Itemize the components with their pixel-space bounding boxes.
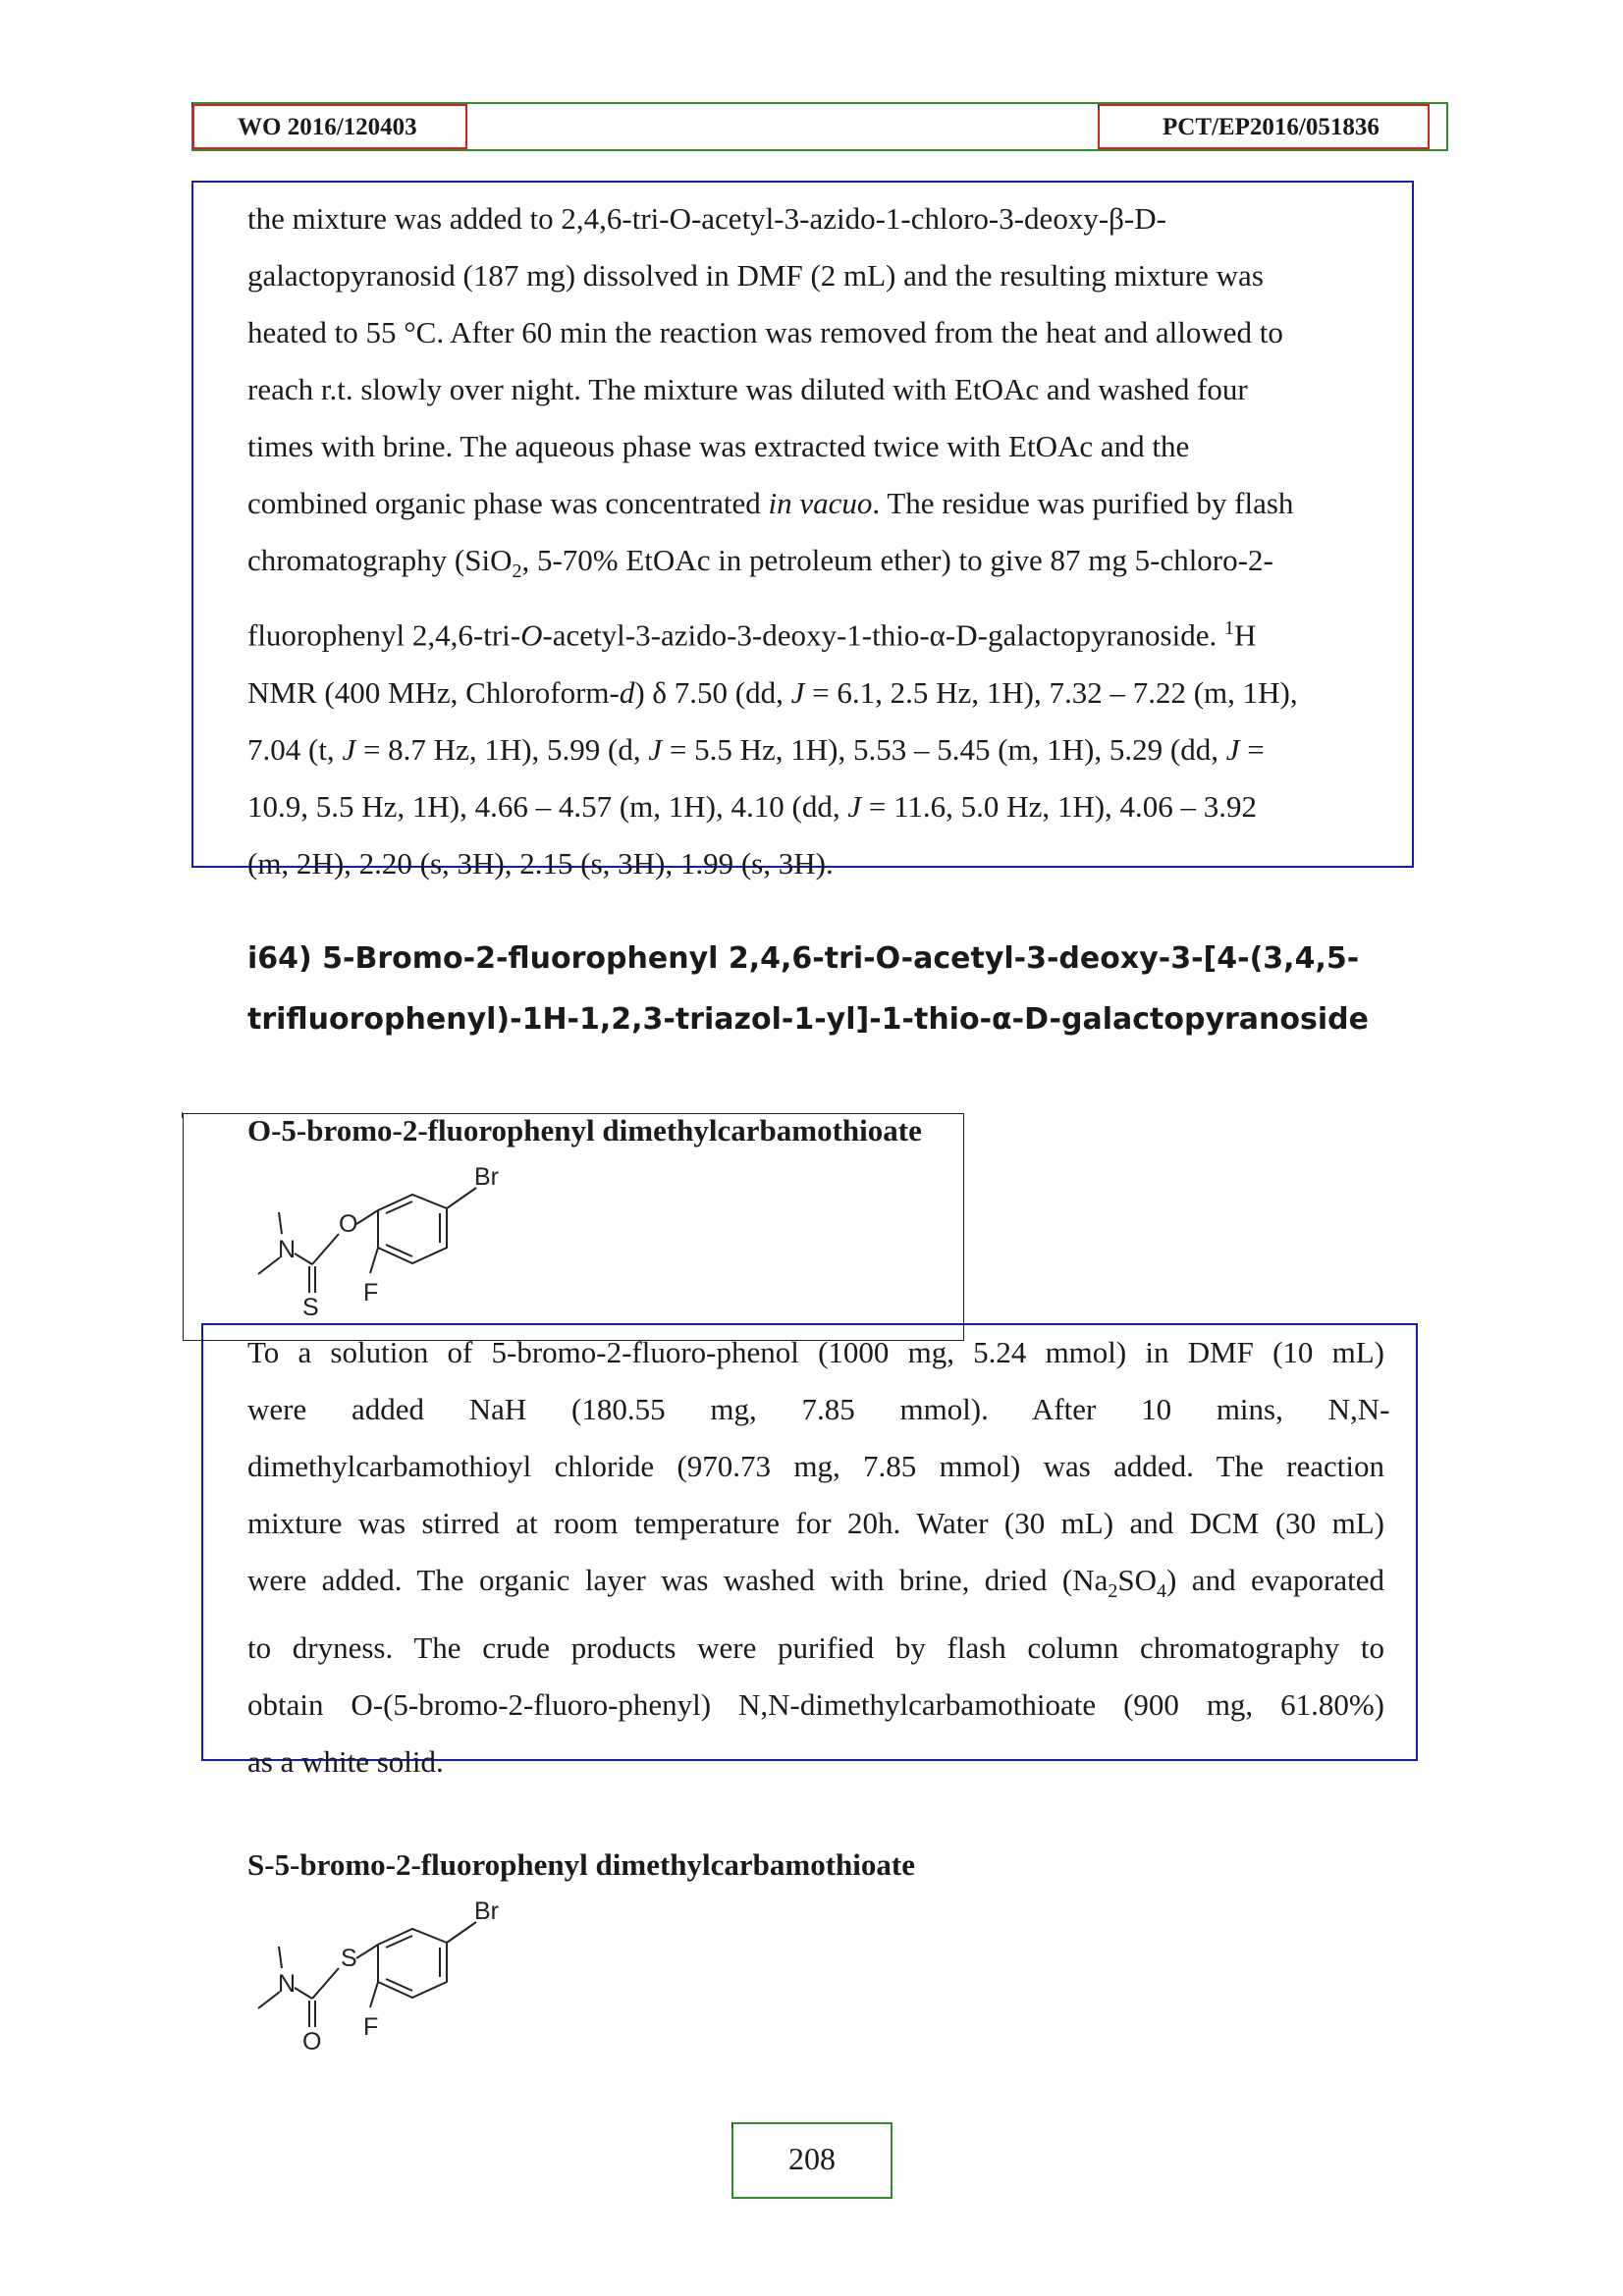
para2-line: were added. The organic layer was washed with brine, dried $(Na_2SO_4)$ and evaporated [247,1563,1384,1603]
section-heading-line: i64) 5-Bromo-2-fluorophenyl 2,4,6-tri-O-acetyl-3-deoxy-3-[4-(3,4,5- [247,941,1360,976]
compound-2-structure [241,1897,525,2055]
para1-line: heated to 55 °C. After 60 min the reaction was removed from the heat and allowed to [247,315,1283,349]
atom-label: S [341,1945,357,1972]
para2-line: were added NaH (180.55 mg, 7.85 mmol). After 10 mins, N,N- [247,1392,1390,1426]
compound-1-title: O-5-bromo-2-fluorophenyl dimethylcarbamothioate [247,1113,922,1148]
compound-1-structure [241,1163,525,1320]
para2-line: To a solution of 5-bromo-2-fluoro-phenol (1000 mg, 5.24 mmol) in DMF (10 mL) [247,1335,1384,1369]
para1-line: galactopyranosid (187 mg) dissolved in DMF (2 mL) and the resulting mixture was [247,258,1264,293]
para1-line: (m, 2H), 2.20 (s, 3H), 2.15 (s, 3H), 1.99 (s, 3H). [247,845,834,881]
para1-line: 7.04 (t, J = 8.7 Hz, 1H), 5.99 (d, J = 5.5 Hz, 1H), 5.53 – 5.45 (m, 1H), 5.29 (dd, J = [247,731,1265,767]
para2-line: as a white solid. [247,1744,444,1780]
para1-line: combined organic phase was concentrated in vacuo. The residue was purified by flash [247,486,1294,520]
page-number: 208 [788,2141,836,2176]
atom-label: N [278,1970,297,1998]
para1-line: 10.9, 5.5 Hz, 1H), 4.66 – 4.57 (m, 1H), 4.10 (dd, J = 11.6, 5.0 Hz, 1H), 4.06 – 3.92 [247,788,1258,824]
para2-line: obtain O-(5-bromo-2-fluoro-phenyl) N,N-dimethylcarbamothioate (900 mg, 61.80%) [247,1687,1384,1723]
application-number: PCT/EP2016/051836 [1163,114,1380,140]
publication-number-box [192,104,467,149]
para1-line: times with brine. The aqueous phase was extracted twice with EtOAc and the [247,429,1190,463]
atom-label: Br [474,1163,499,1191]
atom-label: O [302,2028,322,2055]
compound-2-title: S-5-bromo-2-fluorophenyl dimethylcarbamothioate [247,1847,915,1882]
publication-number: WO 2016/120403 [238,114,417,140]
section-heading-line: trifluorophenyl)-1H-1,2,3-triazol-1-yl]-1-thio-α-D-galactopyranoside [247,1002,1369,1037]
para2-line: to dryness. The crude products were purified by flash column chromatography to [247,1630,1384,1666]
atom-label: Br [474,1897,499,1925]
para1-line: chromatography (SiO$_2$, 5-70% EtOAc in petroleum ether) to give 87 mg 5-chloro-2- [247,543,1273,583]
para2-line: dimethylcarbamothioyl chloride (970.73 mg, 7.85 mmol) was added. The reaction [247,1449,1384,1483]
para1-line: NMR (400 MHz, Chloroform-d) δ 7.50 (dd, J = 6.1, 2.5 Hz, 1H), 7.32 – 7.22 (m, 1H), [247,674,1298,710]
experimental-paragraph-2 [247,1324,1390,1790]
application-number-box [1098,104,1430,149]
atom-label: F [363,1279,379,1307]
atom-label: S [302,1294,319,1320]
para1-line: reach r.t. slowly over night. The mixture was diluted with EtOAc and washed four [247,372,1248,406]
para1-line: fluorophenyl 2,4,6-tri-O-acetyl-3-azido-3-deoxy-1-thio-α-D-galactopyranoside. $^1$H [247,617,1257,653]
section-heading [247,929,1426,1050]
para1-line: the mixture was added to 2,4,6-tri-O-acetyl-3-azido-1-chloro-3-deoxy-β-D- [247,201,1166,236]
atom-label: F [363,2013,379,2041]
atom-label: O [339,1210,358,1238]
para2-line: mixture was stirred at room temperature for 20h. Water (30 mL) and DCM (30 mL) [247,1506,1384,1540]
experimental-paragraph-1 [247,190,1384,892]
atom-label: N [278,1236,297,1263]
